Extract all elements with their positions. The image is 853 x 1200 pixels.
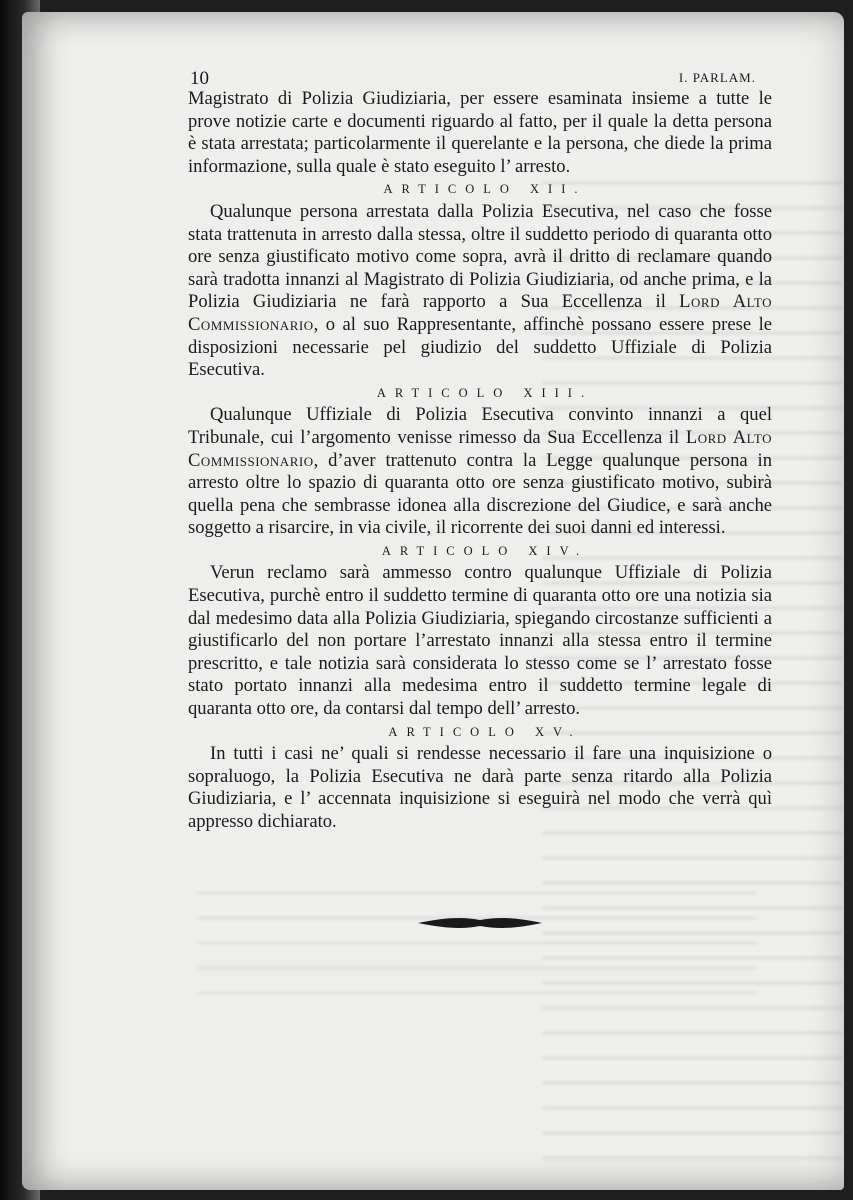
title-lord-alto-commissionario: Lord Alto Commissionario: [188, 291, 772, 335]
continued-paragraph: Magistrato di Polizia Giudiziaria, per essere esaminata insieme a tutte le prove notizie carte e documenti riguardo al fatto, per il quale la detta persona è stata arrestata; particolarmente il querelante e la persona, che diede la prima informazione, sulla quale è stato eseguito l’ arresto.: [188, 88, 772, 177]
article-text: , o al suo Rappresentante, affinchè possano essere prese le disposizioni necessarie pel giudizio del suddetto Uffiziale di Polizia Esecutiva.: [188, 313, 772, 381]
article-heading: ARTICOLO XV.: [388, 724, 582, 739]
show-through-text-lower: [197, 872, 757, 1012]
article-paragraph: [188, 404, 772, 540]
article-text: Qualunque persona arrestata dalla Polizia Esecutiva, nel caso che fosse stata trattenuta in arresto dalla stessa, oltre il suddetto periodo di quaranta otto ore senza giustificato motivo come sopra, avrà il dritto di reclamare quando sarà tradotta innanzi al Magistrato di Polizia Giudiziaria, od anche prima, e la Polizia Giudiziaria ne farà rapporto a Sua Eccellenza il: [188, 200, 772, 313]
article-text: Qualunque Uffiziale di Polizia Esecutiva convinto innanzi a quel Tribunale, cui l’argomento venisse rimesso da Sua Eccellenza il: [188, 404, 772, 448]
running-head: I. PARLAM.: [678, 70, 756, 85]
article-heading: ARTICOLO XII.: [383, 182, 587, 197]
title-lord-alto-commissionario: Lord Alto Commissionario: [188, 426, 772, 471]
article-heading: ARTICOLO XIII.: [376, 385, 594, 400]
article-paragraph: [188, 201, 772, 382]
article-heading: ARTICOLO XIV.: [381, 543, 589, 558]
page-header: [190, 68, 756, 90]
article-paragraph: Verun reclamo sarà ammesso contro qualunque Uffiziale di Polizia Esecutiva, purchè entro il suddetto termine di quaranta otto ore una notizia sia dal medesimo data alla Polizia Giudiziaria, spiegando circostanze sufficienti a giustificarlo del non portare l’arrestato innanzi alla stessa entro il termine prescritto, e tale notizia sarà considerata lo stesso come se l’ arrestato fosse stato portato innanzi alla medesima entro il suddetto termine legale di quaranta otto ore, da contarsi dal tempo dell’ arresto.: [188, 562, 772, 720]
page-body: [188, 88, 772, 834]
article-paragraph: In tutti i casi ne’ quali si rendesse necessario il fare una inquisizione o sopraluogo, la Polizia Esecutiva ne darà parte senza ritardo alla Polizia Giudiziaria, e l’ accennata inquisizione si eseguirà nel modo che verrà quì appresso dichiarato.: [188, 743, 772, 832]
tailpiece-ornament-icon: [418, 915, 542, 931]
page-number: 10: [190, 68, 209, 89]
article-text: , d’aver trattenuto contra la Legge qualunque persona in arresto oltre lo spazio di quaranta otto ore senza giustificato motivo, subirà quella pena che sembrasse idonea alla discrezione del Giudice, e sarà anche soggetto a risarcire, in via civile, il ricorrente dei suoi danni ed interessi.: [188, 449, 772, 539]
